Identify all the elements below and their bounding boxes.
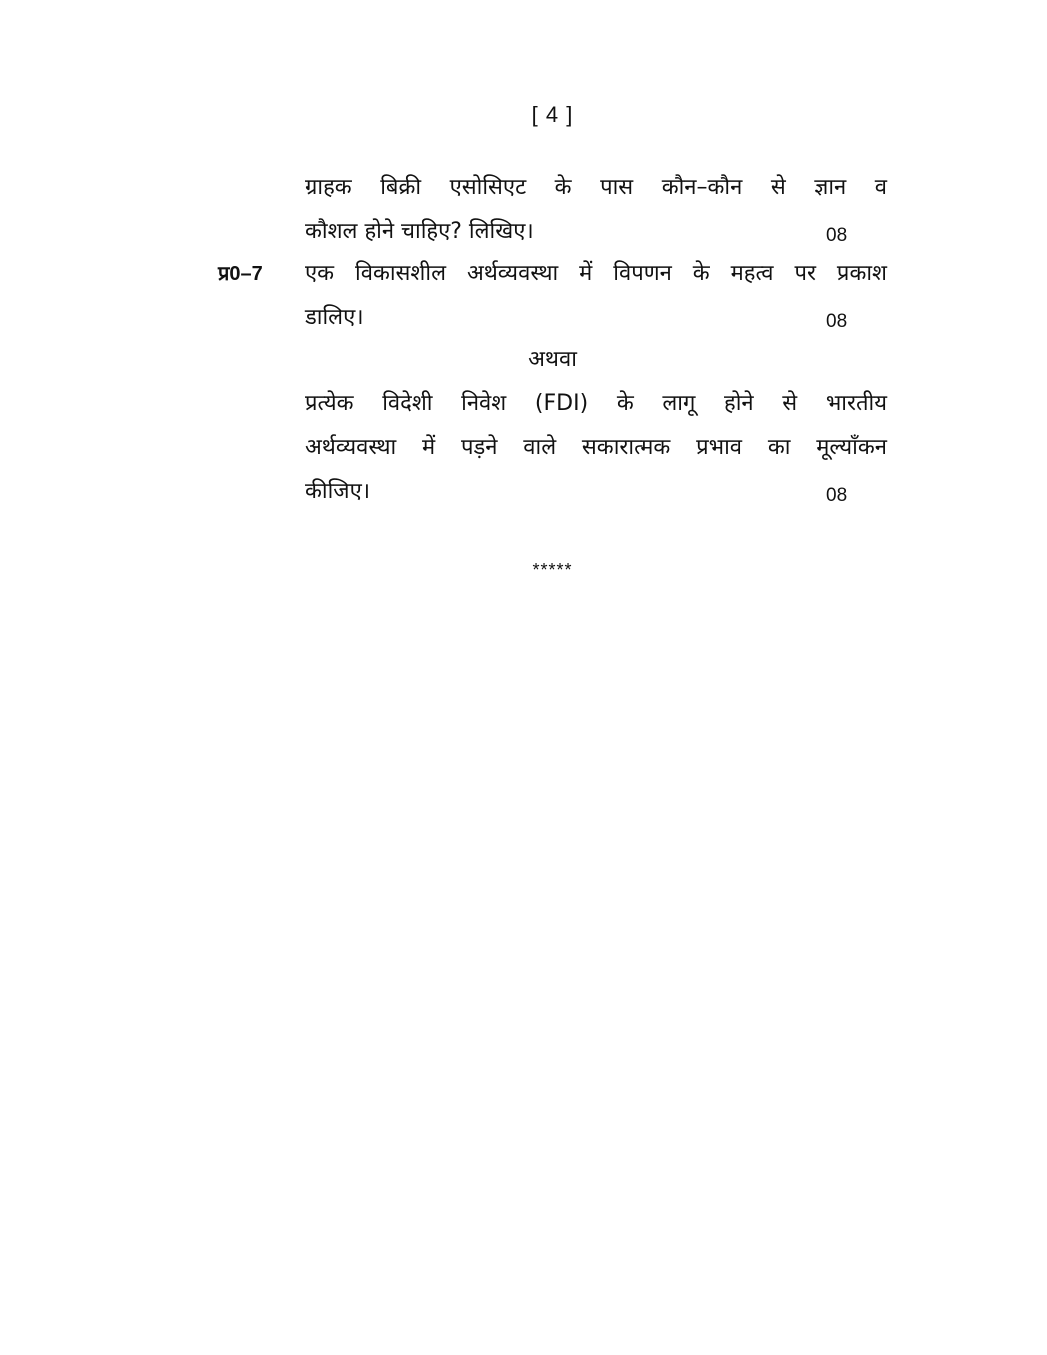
- question-7b-text-line-1: प्रत्येक विदेशी निवेश (FDI) के लागू होने से भारतीय: [305, 391, 887, 416]
- question-7a-marks: 08: [826, 311, 848, 332]
- question-7a-last-line: [305, 296, 887, 340]
- or-label: अथवा: [528, 347, 577, 372]
- question-7b-last-line: [305, 470, 887, 514]
- question-7-part-b: [305, 382, 887, 514]
- end-marker: *****: [532, 560, 573, 580]
- question-6-last-line: [305, 210, 887, 254]
- question-6-continuation: [305, 166, 887, 254]
- question-7-label: प्र0–7: [218, 263, 263, 285]
- question-7a-text-line-1: एक विकासशील अर्थव्यवस्था में विपणन के महत्व पर प्रकाश: [305, 261, 887, 286]
- page-number: [ 4 ]: [531, 102, 574, 127]
- question-6-marks: 08: [826, 225, 848, 246]
- question-7-part-a: [305, 252, 887, 340]
- question-6-text-line-1: ग्राहक बिक्री एसोसिएट के पास कौन–कौन से ज्ञान व: [305, 175, 887, 200]
- question-7b-text-line-2: अर्थव्यवस्था में पड़ने वाले सकारात्मक प्रभाव का मूल्याँकन: [305, 435, 887, 460]
- question-6-text-line-2: कौशल होने चाहिए? लिखिए।: [305, 219, 534, 244]
- question-7b-text-line-3: कीजिए।: [305, 479, 371, 504]
- question-7a-text-line-2: डालिए।: [305, 305, 364, 330]
- question-7b-marks: 08: [826, 485, 848, 506]
